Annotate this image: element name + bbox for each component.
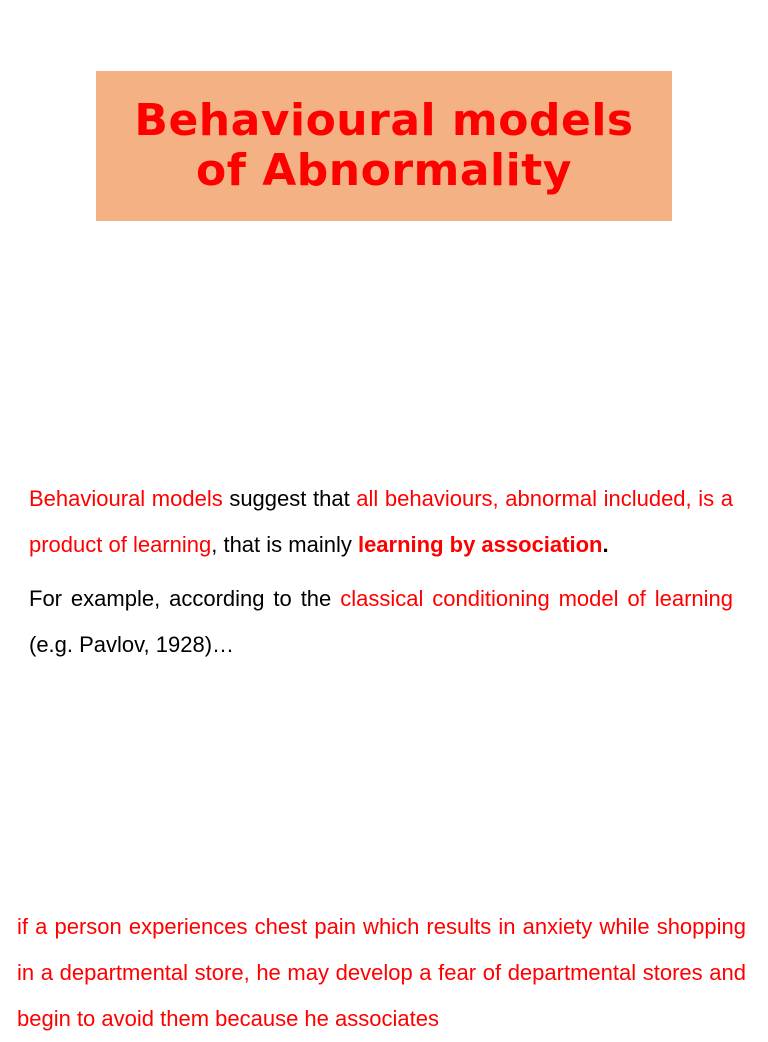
slide-title bbox=[134, 96, 633, 196]
title-line-1: Behavioural models bbox=[134, 95, 634, 146]
text-pavlov-citation: (e.g. Pavlov, 1928)… bbox=[29, 632, 235, 657]
paragraph-behavioural-models bbox=[29, 476, 733, 568]
text-that-is-mainly: , that is mainly bbox=[211, 532, 358, 557]
title-box bbox=[96, 71, 672, 221]
paragraph-chest-pain-example: if a person experiences chest pain which results in anxiety while shopping in a departmental store, he may develop a fear of departmental stores and begin to avoid them because he associates bbox=[17, 914, 746, 1031]
title-line-2: of Abnormality bbox=[196, 145, 572, 196]
highlight-classical-conditioning: classical conditioning model of learning bbox=[340, 586, 733, 611]
highlight-behavioural-models: Behavioural models bbox=[29, 486, 223, 511]
text-period: . bbox=[602, 532, 609, 557]
highlight-learning-by-association: learning by association bbox=[357, 532, 603, 557]
highlight-all-behaviours: all behaviours, abnormal included, is a product of learning bbox=[29, 486, 733, 557]
paragraph-example bbox=[29, 576, 733, 668]
text-suggest-that: suggest that bbox=[222, 486, 357, 511]
text-for-example: For example, according to the bbox=[29, 586, 341, 611]
